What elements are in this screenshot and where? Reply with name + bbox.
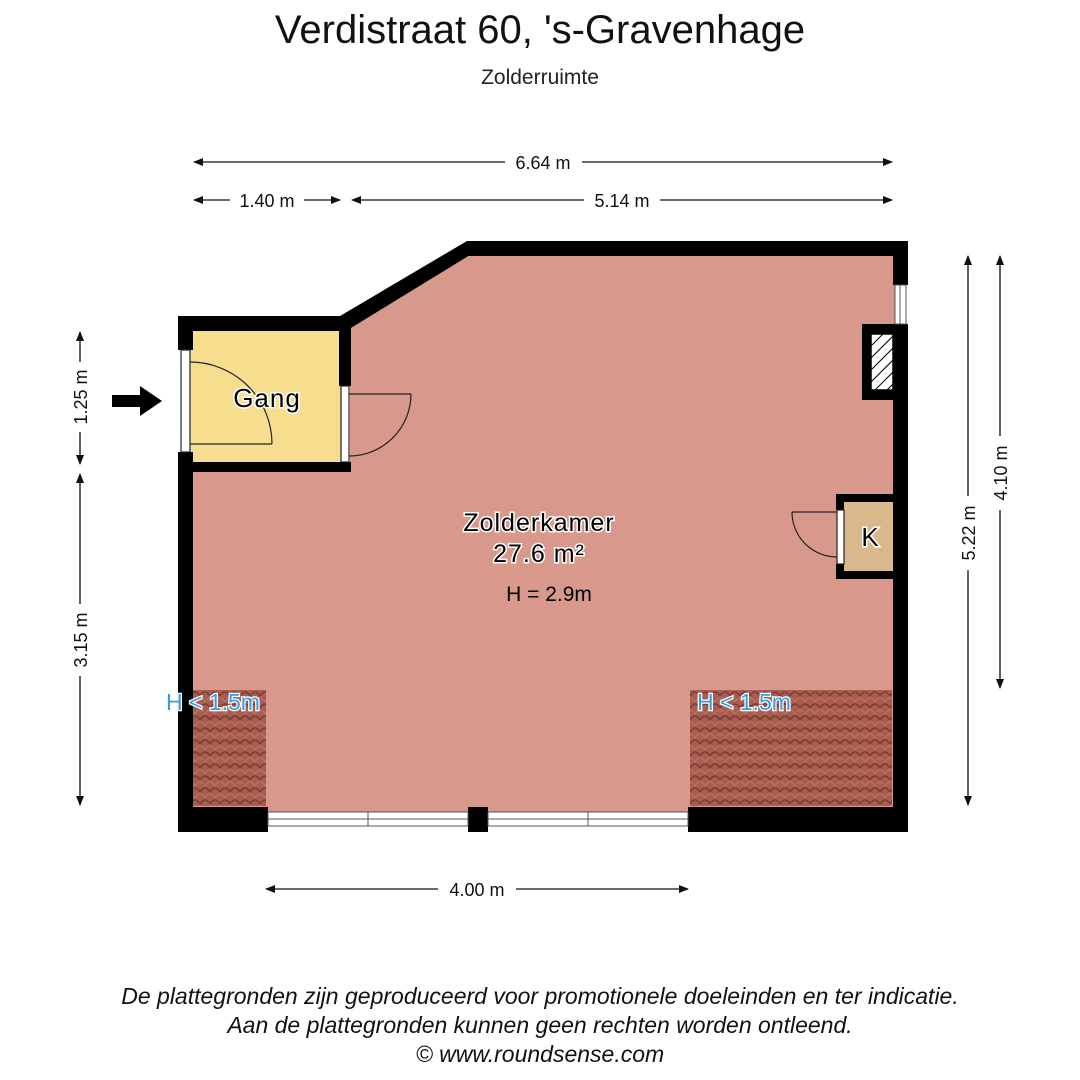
dim-right-total: 5.22 m	[959, 505, 979, 561]
room-area-zolderkamer: 27.6 m²	[493, 540, 585, 568]
floor-name: Zolderruimte	[481, 66, 599, 89]
room-label-k: K	[861, 522, 879, 552]
entrance-arrow-icon	[112, 386, 162, 416]
disclaimer-line-1: De plattegronden zijn geproduceerd voor promotionele doeleinden en ter indicatie.	[121, 983, 959, 1009]
dim-gang-depth: 1.25 m	[71, 369, 91, 425]
room-label-gang: Gang	[233, 383, 301, 413]
low-height-label-left: H < 1.5m	[166, 689, 260, 715]
copyright-link[interactable]: © www.roundsense.com	[415, 1041, 665, 1067]
room-label-zolderkamer: Zolderkamer	[463, 509, 615, 537]
low-height-label-right: H < 1.5m	[697, 689, 791, 715]
disclaimer-line-2: Aan de plattegronden kunnen geen rechten worden ontleend.	[227, 1012, 853, 1038]
room-height-zolderkamer: H = 2.9m	[506, 583, 592, 606]
window-right	[895, 285, 906, 324]
dim-kamer-width: 5.14 m	[594, 191, 650, 211]
dim-gang-width: 1.40 m	[239, 191, 295, 211]
dim-lower-depth: 3.15 m	[71, 612, 91, 668]
dim-total-width: 6.64 m	[515, 153, 571, 173]
dim-right-inner: 4.10 m	[991, 445, 1011, 501]
dim-window-width: 4.00 m	[449, 880, 505, 900]
plan-title: Verdistraat 60, 's-Gravenhage	[274, 8, 806, 52]
disclaimer	[0, 982, 1080, 1069]
